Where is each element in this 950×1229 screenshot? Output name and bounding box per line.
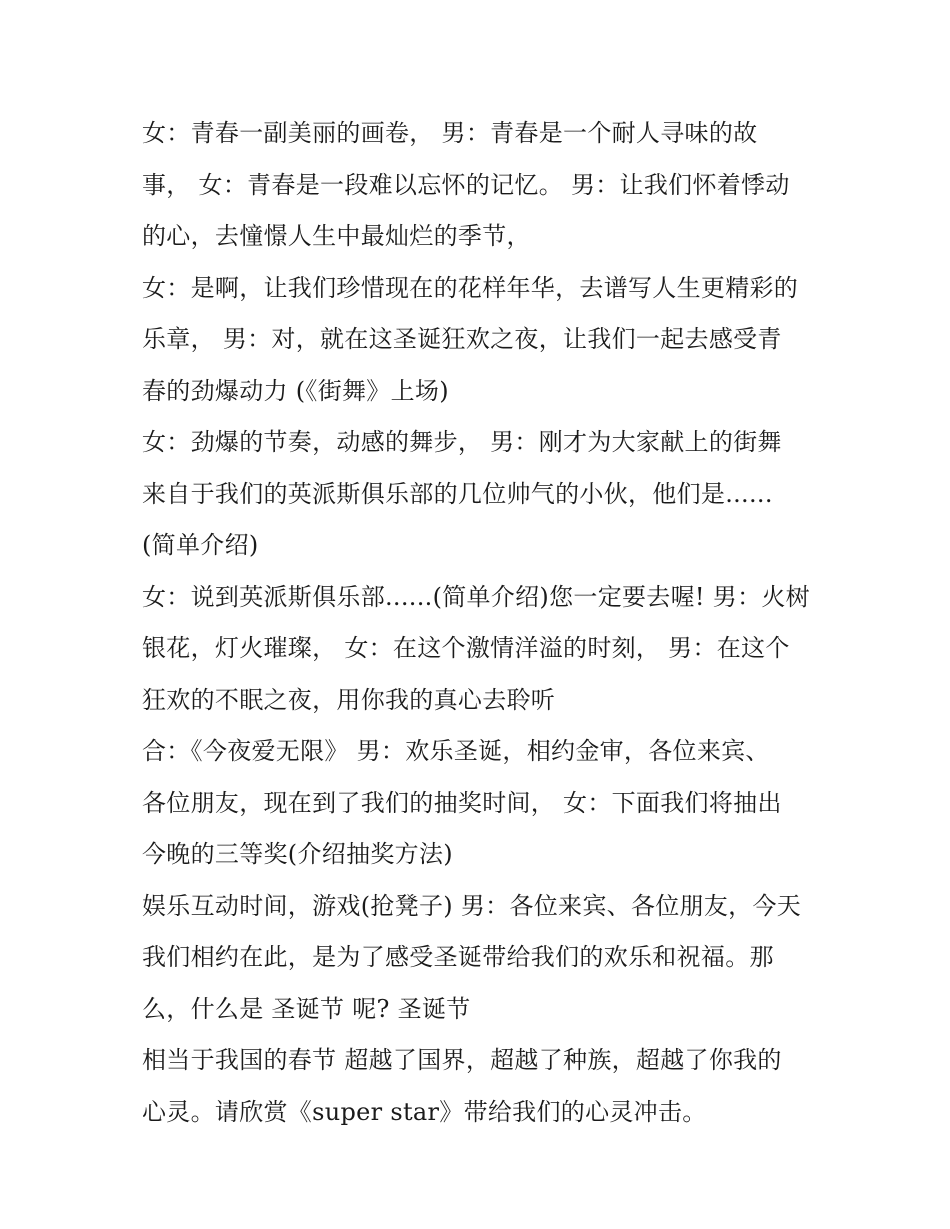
text-line: 合：《今夜爱无限》 男：欢乐圣诞，相约金审，各位来宾、 [142,737,770,765]
text-line: 娱乐互动时间，游戏(抢凳子) 男：各位来宾、各位朋友，今天 [142,891,802,920]
text-line: 的心，去憧憬人生中最灿烂的季节， [142,222,531,250]
text-line: 相当于我国的春节 超越了国界，超越了种族，超越了你我的 [142,1046,782,1074]
text-line: 银花，灯火璀璨， 女：在这个激情洋溢的时刻， 男：在这个 [142,634,790,662]
text-line: (简单介绍) [142,531,259,559]
text-line: 女：说到英派斯俱乐部......(简单介绍)您一定要去喔! 男：火树 [142,582,810,611]
text-line: 今晚的三等奖(介绍抽奖方法) [142,840,453,868]
text-line: 我们相约在此，是为了感受圣诞带给我们的欢乐和祝福。那 [142,943,774,971]
text-line: 乐章， 男：对，就在这圣诞狂欢之夜，让我们一起去感受青 [142,325,782,353]
text-line: 女：是啊，让我们珍惜现在的花样年华，去谱写人生更精彩的 [142,273,799,302]
text-line: 春的劲爆动力 (《街舞》上场) [142,376,449,405]
text-line: 事， 女：青春是一段难以忘怀的记忆。 男：让我们怀着悸动 [142,170,790,199]
document-body [142,108,822,1138]
text-line: 狂欢的不眠之夜，用你我的真心去聆听 [142,685,556,714]
text-line: 心灵。请欣赏《super star》带给我们的心灵冲击。 [142,1097,707,1126]
text-line: 各位朋友，现在到了我们的抽奖时间， 女：下面我们将抽出 [142,788,782,817]
text-line: 女：青春一副美丽的画卷， 男：青春是一个耐人寻味的故 [142,119,758,147]
text-line: 么，什么是 圣诞节 呢? 圣诞节 [142,994,471,1023]
text-line: 来自于我们的英派斯俱乐部的几位帅气的小伙，他们是...... [142,479,773,508]
text-line: 女：劲爆的节奏，动感的舞步， 男：刚才为大家献上的街舞 [142,428,782,456]
